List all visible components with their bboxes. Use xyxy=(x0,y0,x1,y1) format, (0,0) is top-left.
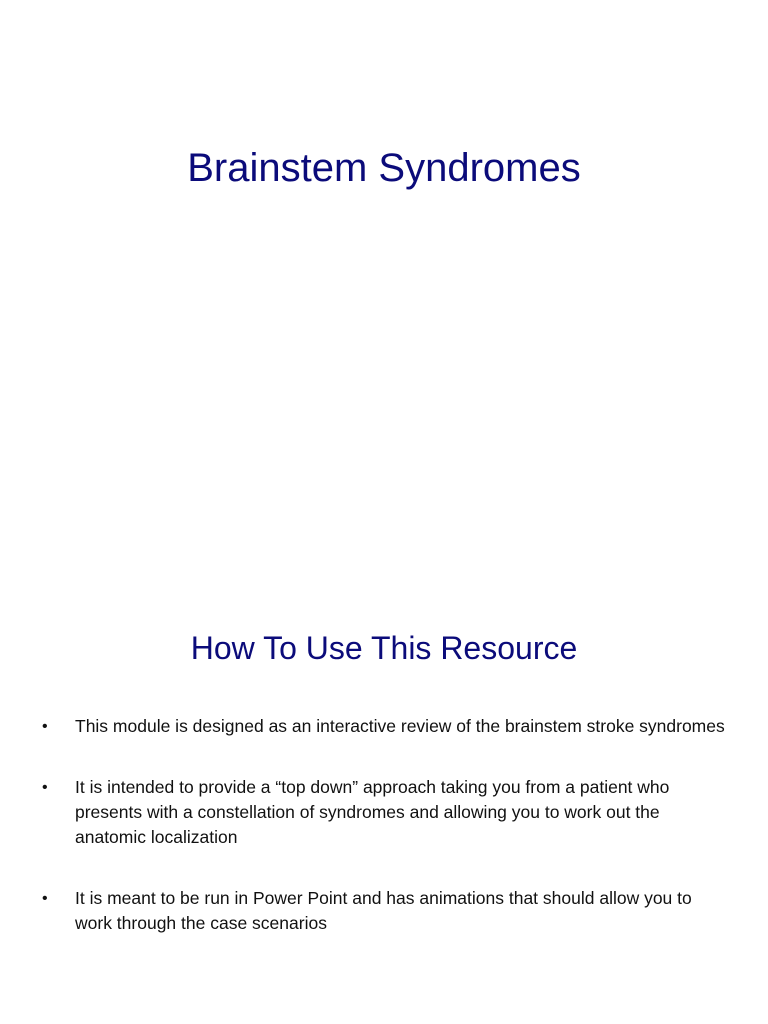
content-slide xyxy=(0,576,768,1024)
slide-heading: How To Use This Resource xyxy=(190,630,578,666)
bullet-text: This module is designed as an interactive review of the brainstem stroke syndromes xyxy=(75,716,725,736)
bullet-icon: • xyxy=(42,890,48,907)
bullet-text: It is intended to provide a “top down” approach taking you from a patient who presents with a constellation of syndromes and allowing you to work out the anatomic localization xyxy=(75,777,670,847)
bullet-icon: • xyxy=(42,718,48,735)
bullet-icon: • xyxy=(42,779,48,796)
bullet-list xyxy=(40,714,730,972)
bullet-text: It is meant to be run in Power Point and has animations that should allow you to work through the case scenarios xyxy=(75,888,692,933)
slide-title: Brainstem Syndromes xyxy=(187,146,581,190)
bullet-item xyxy=(40,775,730,850)
bullet-item xyxy=(40,714,730,739)
bullet-item xyxy=(40,886,730,936)
